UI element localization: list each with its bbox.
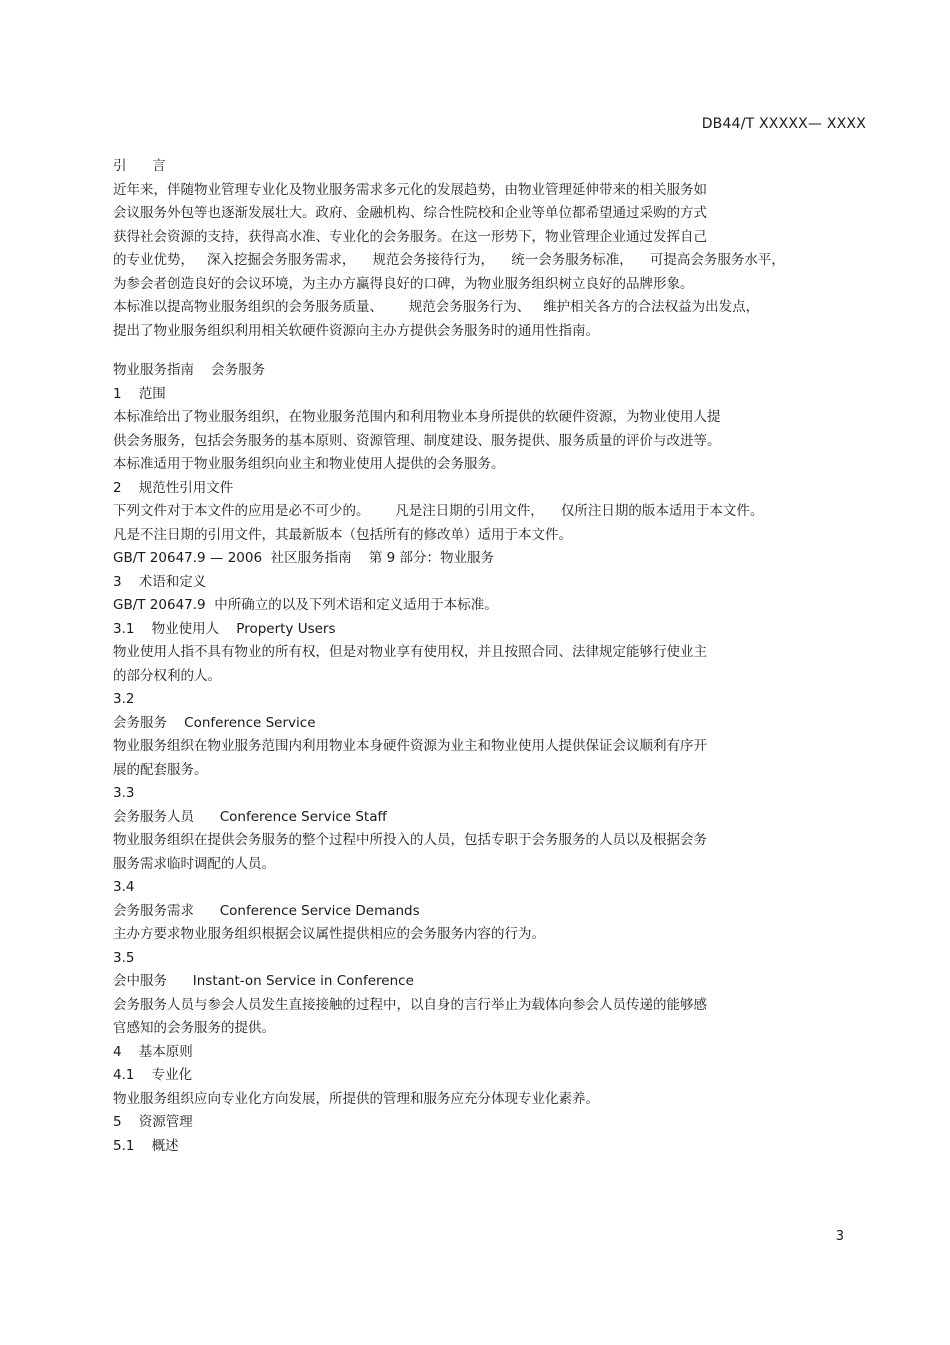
page-content (113, 155, 843, 1158)
intro-line: 会议服务外包等也逐渐发展壮大。政府、金融机构、综合性院校和企业等单位都希望通过采购的方式 (113, 205, 707, 221)
intro-line: 本标准以提高物业服务组织的会务服务质量、 规范会务服务行为、 维护相关各方的合法权益为出发点， (113, 299, 760, 315)
body-line: 服务需求临时调配的人员。 (113, 855, 275, 872)
term-heading: 会务服务人员 Conference Service Staff (113, 808, 387, 825)
doc-code: DB44/T XXXXX— XXXX (701, 116, 866, 132)
body-line: 物业使用人指不具有物业的所有权，但是对物业享有使用权，并且按照合同、法律规定能够行使业主 (113, 644, 707, 660)
body-line: 会务服务人员与参会人员发生直接接触的过程中，以自身的言行举止为载体向参会人员传递的能够感 (113, 996, 707, 1013)
intro-line: 的专业优势， 深入挖掘会务服务需求， 规范会务接待行为， 统一会务服务标准， 可提高会务服务水平， (113, 252, 785, 268)
reference-line: GB/T 20647.9 — 2006 社区服务指南 第 9 部分：物业服务 (113, 550, 494, 566)
subsection-heading: 4.1 专业化 (113, 1067, 193, 1083)
intro-line: 近年来，伴随物业管理专业化及物业服务需求多元化的发展趋势，由物业管理延伸带来的相关服务如 (113, 181, 707, 198)
section-heading: 2 规范性引用文件 (113, 479, 234, 496)
body-line: 本标准适用于物业服务组织向业主和物业使用人提供的会务服务。 (113, 456, 505, 472)
term-number: 3.3 (113, 785, 135, 801)
standard-title: 物业服务指南 会务服务 (113, 362, 266, 378)
section-heading: 4 基本原则 (113, 1043, 193, 1060)
term-heading: 3.1 物业使用人 Property Users (113, 620, 336, 637)
body-line: 的部分权利的人。 (113, 667, 221, 684)
term-number: 3.2 (113, 691, 135, 707)
section-heading: 5 资源管理 (113, 1114, 193, 1130)
section-heading: 3 术语和定义 (113, 573, 207, 590)
term-heading: 会中服务 Instant-on Service in Conference (113, 973, 414, 989)
intro-line: 提出了物业服务组织利用相关软硬件资源向主办方提供会务服务时的通用性指南。 (113, 322, 599, 339)
body-line: 物业服务组织在提供会务服务的整个过程中所投入的人员，包括专职于会务服务的人员以及根据会务 (113, 832, 707, 848)
term-heading: 会务服务需求 Conference Service Demands (113, 902, 420, 919)
body-line: 凡是不注日期的引用文件，其最新版本（包括所有的修改单）适用于本文件。 (113, 526, 572, 543)
intro-line: 为参会者创造良好的会议环境，为主办方赢得良好的口碑，为物业服务组织树立良好的品牌形象。 (113, 275, 694, 292)
page-number: 3 (835, 1229, 844, 1244)
intro-line: 获得社会资源的支持，获得高水准、专业化的会务服务。在这一形势下，物业管理企业通过发挥自己 (113, 228, 707, 245)
body-line: GB/T 20647.9 中所确立的以及下列术语和定义适用于本标准。 (113, 597, 498, 613)
intro-title: 引 言 (113, 158, 166, 174)
subsection-heading: 5.1 概述 (113, 1137, 179, 1154)
term-number: 3.5 (113, 949, 135, 966)
body-line: 本标准给出了物业服务组织，在物业服务范围内和利用物业本身所提供的软硬件资源，为物业使用人提 (113, 409, 721, 425)
body-line: 官感知的会务服务的提供。 (113, 1020, 275, 1036)
body-line: 供会务服务，包括会务服务的基本原则、资源管理、制度建设、服务提供、服务质量的评价与改进等。 (113, 432, 721, 449)
body-line: 物业服务组织应向专业化方向发展，所提供的管理和服务应充分体现专业化素养。 (113, 1090, 599, 1107)
body-line: 物业服务组织在物业服务范围内利用物业本身硬件资源为业主和物业使用人提供保证会议顺利有序开 (113, 738, 707, 754)
section-heading: 1 范围 (113, 385, 166, 402)
term-number: 3.4 (113, 879, 135, 895)
term-heading: 会务服务 Conference Service (113, 714, 316, 731)
body-line: 主办方要求物业服务组织根据会议属性提供相应的会务服务内容的行为。 (113, 926, 545, 942)
body-line: 下列文件对于本文件的应用是必不可少的。 凡是注日期的引用文件， 仅所注日期的版本适用于本文件。 (113, 503, 764, 519)
body-line: 展的配套服务。 (113, 761, 208, 778)
